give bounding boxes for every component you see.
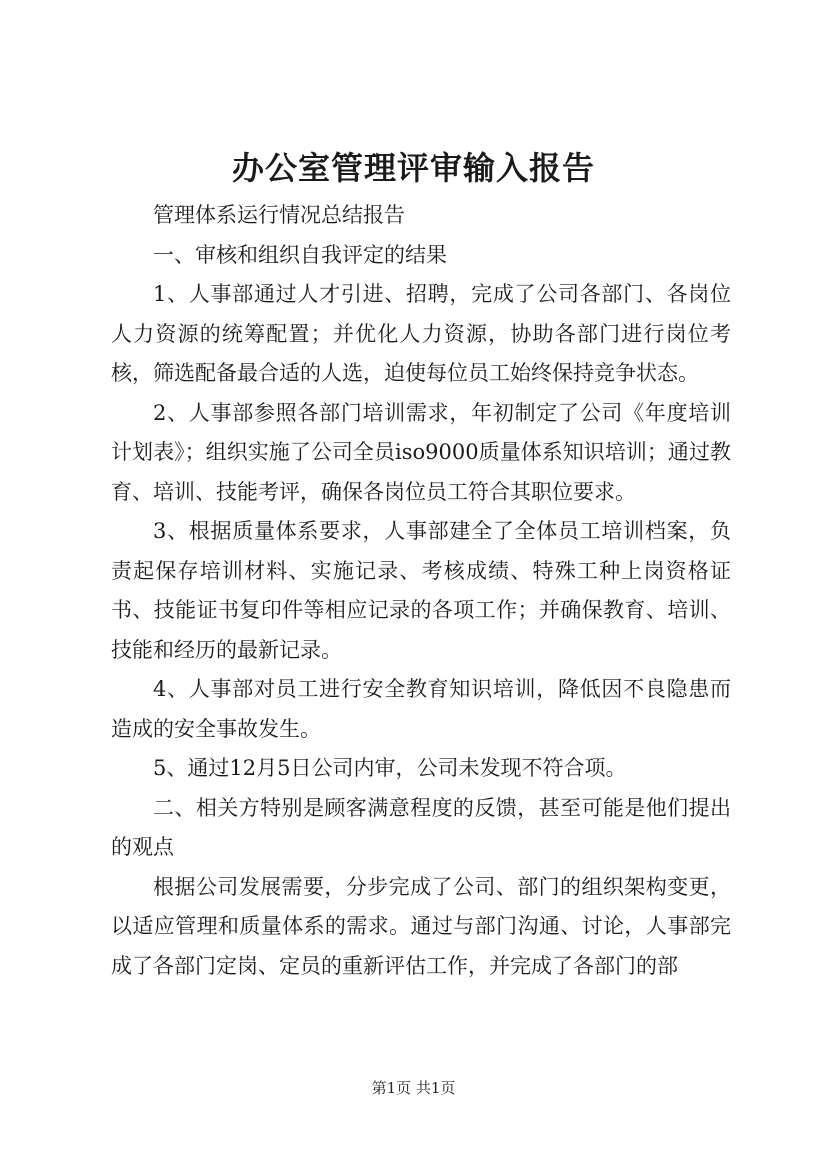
paragraph-summary-heading: 管理体系运行情况总结报告 <box>153 203 405 227</box>
paragraph-item-5: 5、通过12月5日公司内审，公司未发现不符合项。 <box>153 756 627 780</box>
paragraph-item-1: 1、人事部通过人才引进、招聘，完成了公司各部门、各岗位人力资源的统筹配置；并优化人力资源，协助各部门进行岗位考核，筛选配备最合适的人选，迫使每位员工始终保持竞争状态。 <box>111 282 731 385</box>
paragraph-section-one-heading: 一、审核和组织自我评定的结果 <box>153 242 447 267</box>
paragraph-section-two-body: 根据公司发展需要，分步完成了公司、部门的组织架构变更，以适应管理和质量体系的需求。通过与部门沟通、讨论，人事部完成了各部门定岗、定员的重新评估工作，并完成了各部门的部 <box>111 874 731 978</box>
page-footer: 第1页 共1页 <box>371 1079 456 1097</box>
paragraph-item-2: 2、人事部参照各部门培训需求，年初制定了公司《年度培训计划表》；组织实施了公司全员iso9000质量体系知识培训；通过教育、培训、技能考评，确保各岗位员工符合其职位要求。 <box>111 400 731 504</box>
paragraph-section-two-heading: 二、相关方特别是顾客满意程度的反馈，甚至可能是他们提出的观点 <box>111 795 731 859</box>
paragraph-item-4: 4、人事部对员工进行安全教育知识培训，降低因不良隐患而造成的安全事故发生。 <box>111 677 731 741</box>
document-title: 办公室管理评审输入报告 <box>231 149 595 187</box>
document-body <box>111 196 731 986</box>
paragraph-item-3: 3、根据质量体系要求，人事部建全了全体员工培训档案，负责起保存培训材料、实施记录、考核成绩、特殊工种上岗资格证书、技能证书复印件等相应记录的各项工作；并确保教育、培训、技能和经历的最新记录。 <box>111 519 731 662</box>
